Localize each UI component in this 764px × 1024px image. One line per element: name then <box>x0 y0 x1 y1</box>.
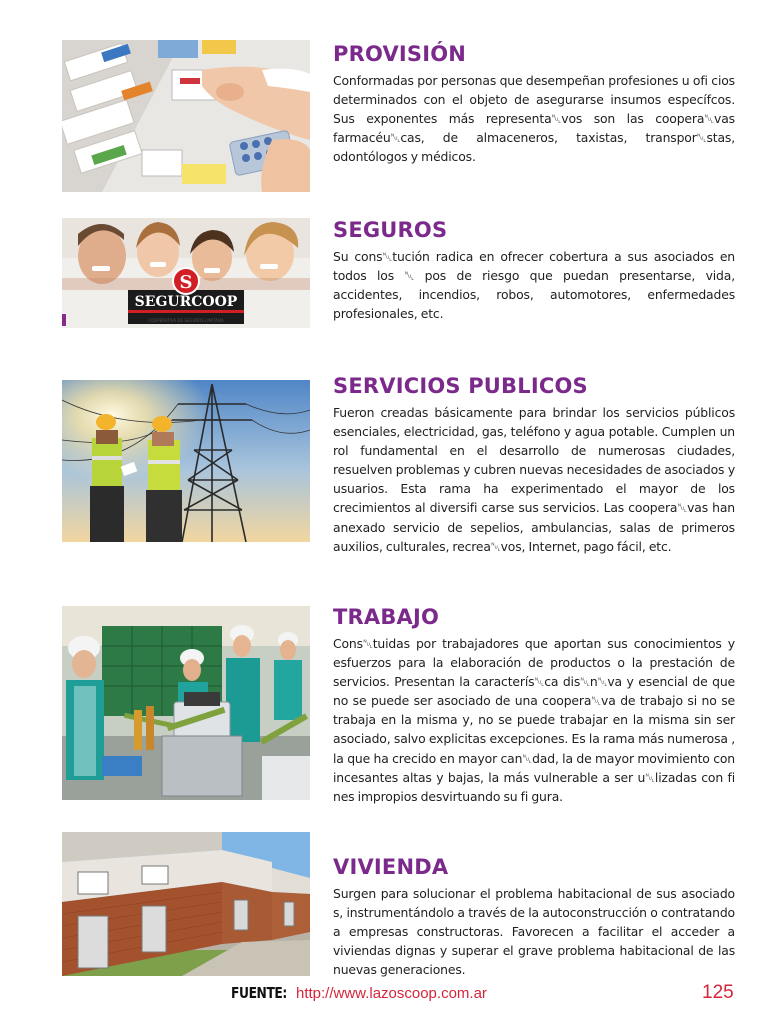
section-title: VIVIENDA <box>333 855 449 879</box>
power-tower-workers-photo <box>62 380 310 542</box>
section-trabajo <box>333 603 735 806</box>
section-body: Fueron creadas básicamente para brindar los servicios públicos esenciales, electricidad, gas, teléfono y agua potable. Cumplen un rol fundamental en el desarrollo de numerosas ciudades, resuelven problemas y cubren nuevas necesidades de asociados y usuarios. Esta rama ha experimentado el mayor de los crecimientos al diversifi carse sus servicios. Las coopera␀vas han anexado servicio de sepelios, ambulancias, salas de primeros auxilios, culturales, recrea␀vos, Internet, pago fácil, etc. <box>333 405 735 554</box>
segurcoop-logo-text: SEGURCOOP <box>134 294 238 310</box>
section-body: Cons␀tuidas por trabajadores que aportan sus conocimientos y esfuerzos para la elaboración de productos o la prestación de servicios. Presentan la caracterís␀ca dis␀n␀va y esencial de que no se puede ser asociado de una coopera␀va de trabajo si no se trabaja en la misma y, no se puede trabajar en la misma sin ser asociado, salvo explicitas excepciones. Es la rama más numerosa , la que ha crecido en mayor can␀dad, la de mayor movimiento con incesantes altas y bajas, la más vulnerable a ser u␀lizadas con fi nes impropios desvirtuando su fi gura. <box>333 636 735 804</box>
source-label: FUENTE: <box>231 984 287 1002</box>
section-title: SERVICIOS PUBLICOS <box>333 374 588 398</box>
page-number: 125 <box>702 982 734 1003</box>
section-vivienda <box>333 853 735 979</box>
pharmacy-shelf-photo <box>62 40 310 192</box>
section-servicios-publicos <box>333 372 735 556</box>
section-body: Conformadas por personas que desempeñan profesiones u ofi cios determinados con el objeto de asegurarse insumos específcos. Sus exponentes más representa␀vos son las coopera␀vas farmacéu␀cas, de almaceneros, taxistas, transpor␀stas, odontólogos y médicos. <box>333 73 735 165</box>
section-title: PROVISIÓN <box>333 42 467 66</box>
source-url-link[interactable]: http://www.lazoscoop.com.ar <box>296 985 487 1002</box>
page-footer <box>0 984 764 1008</box>
section-title: TRABAJO <box>333 605 440 629</box>
family-insurance-photo <box>62 218 310 328</box>
section-title: SEGUROS <box>333 218 448 242</box>
row-houses-photo <box>62 832 310 976</box>
section-body: Surgen para solucionar el problema habitacional de sus asociado s, instrumentándolo a través de la autoconstrucción o contratando a empresas constructoras. Favorecen a facilitar el acceder a viviendas dignas y superar el grave problema habitacional de las nuevas generaciones. <box>333 886 735 978</box>
segurcoop-logo-subtext: COOPERATIVA DE SEGUROS LIMITADA <box>148 318 224 323</box>
section-seguros <box>333 216 735 323</box>
food-workers-photo <box>62 606 310 800</box>
section-provision <box>333 40 735 166</box>
segurcoop-logo-letter: S <box>179 272 193 293</box>
section-body: Su cons␀tución radica en ofrecer cobertura a sus asociados en todos los ␀ pos de riesgo que puedan presentarse, vida, accidentes, incendios, robos, automotores, enfermedades profesionales, etc. <box>333 249 735 322</box>
